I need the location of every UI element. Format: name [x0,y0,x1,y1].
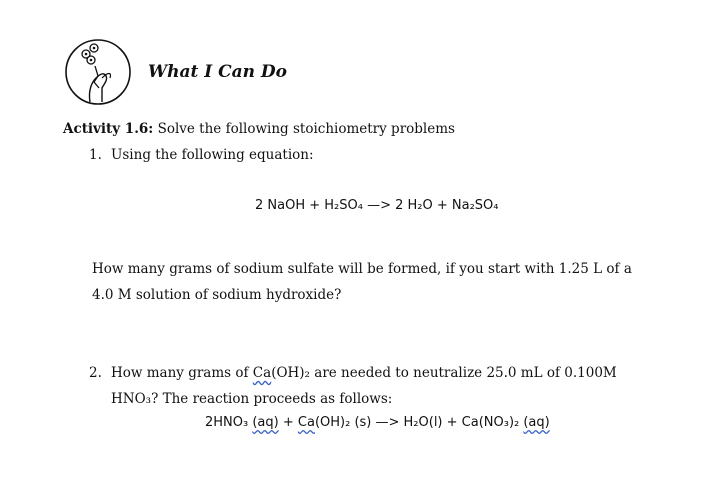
eq2-part-rest: (OH)₂ (s) —> H₂O(l) + Ca(NO₃)₂ [314,415,524,430]
section-title: What I Can Do [148,62,288,82]
eq2-part-aq-2: (aq) [523,415,550,430]
question-1-equation: 2 NaOH + H₂SO₄ —> 2 H₂O + Na₂SO₄ [255,198,499,213]
question-2-text-a: How many grams of [111,365,253,381]
question-2-line-1 [89,365,617,381]
hand-writing-icon [64,38,132,106]
eq2-part-aq-1: (aq) [252,415,279,430]
question-2-number: 2. [89,365,102,381]
question-2-text-ca: Ca [252,365,272,381]
activity-label: Activity 1.6: [63,121,154,137]
activity-instruction: Solve the following stoichiometry problems [157,121,455,137]
question-2-text-c: (OH)₂ are needed to neutralize 25.0 mL of 0.100M [271,365,617,381]
question-1-intro [89,147,314,163]
question-2-equation [205,415,550,430]
question-1-line-2: 4.0 M solution of sodium hydroxide? [92,287,342,303]
question-2-line-2: HNO₃? The reaction proceeds as follows: [111,391,393,407]
question-1-intro-text: Using the following equation: [111,147,314,163]
eq2-part-ca: Ca [297,415,315,430]
question-1-number: 1. [89,147,102,163]
question-1-line-1: How many grams of sodium sulfate will be formed, if you start with 1.25 L of a [92,261,632,277]
activity-heading [63,121,455,137]
eq2-part-plus: + [278,415,298,430]
eq2-part-a: 2HNO₃ [205,415,253,430]
